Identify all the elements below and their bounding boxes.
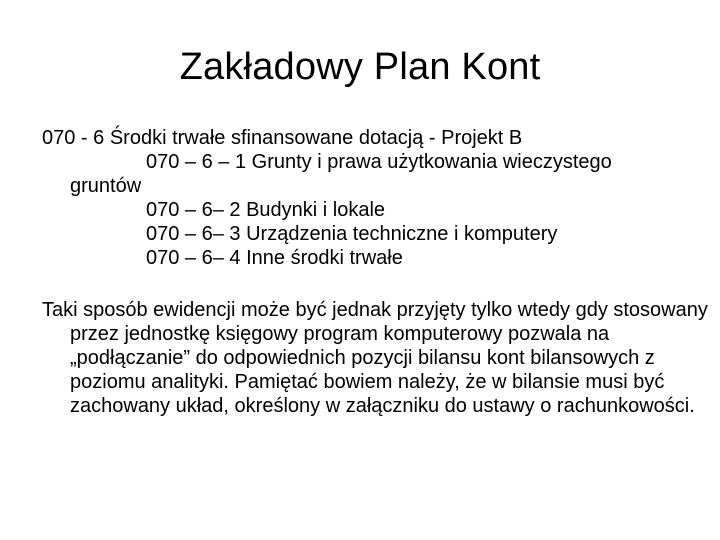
sub-account-item-4: 070 – 6– 4 Inne środki trwałe [146, 247, 403, 269]
slide-title: Zakładowy Plan Kont [179, 46, 541, 88]
sub-account-item-3: 070 – 6– 3 Urządzenia techniczne i komputery [146, 223, 558, 245]
sub-account-item-1: 070 – 6 – 1 Grunty i prawa użytkowania wieczystego gruntów [70, 151, 612, 197]
spacer [42, 270, 702, 298]
main-account-item: 070 - 6 Środki trwałe sfinansowane dotacją - Projekt B [42, 127, 523, 149]
sub-account-item-2: 070 – 6– 2 Budynki i lokale [146, 199, 386, 221]
explanation-paragraph: Taki sposób ewidencji może być jednak przyjęty tylko wtedy gdy stosowany przez jednostkę księgowy program komputerowy pozwala na „podłączanie” do odpowiednich pozycji bilansu kont bilansowych z poziomu analityki. Pamiętać bowiem należy, że w bilansie musi być zachowany układ, określony w załączniku do ustawy o rachunkowości. [42, 299, 708, 417]
slide-body [42, 126, 708, 418]
